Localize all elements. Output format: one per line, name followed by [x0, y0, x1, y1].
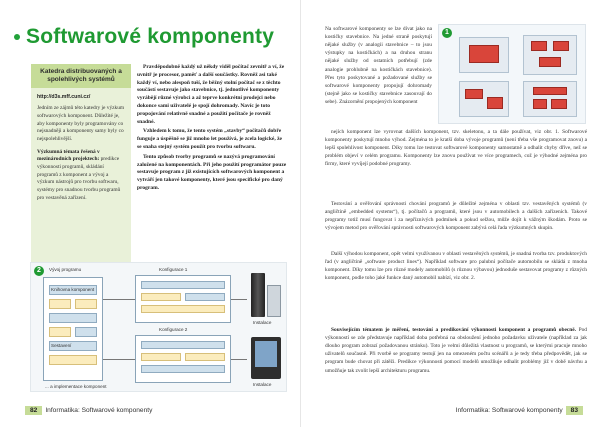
body-paragraph: Další výhodou komponent, opět velmi využívanou v oblasti vestavěných systémů, je snadná tvorba tzv. produktových řad (v angličtině „software product lines“). Například software pro palubní počítače automobilu se skládá z mnoha komponent. Díky tomu lze pro různé modely automobilů (s různou výbavou) jednoduše sestavovat programy z různých komponent, podle toho jaké funkce daný automobil nabízí, viz obr. 2.	[325, 251, 587, 282]
component-block	[49, 299, 71, 309]
body-paragraph: nejích komponent lze vyrovnat dalších komponent, tzv. skeletonu, a ta dále používat, viz obr. 1. Softwarové komponenty poskytují mnoho výhod. Zejména to je kratší doba vývoje programů (není třeba vše programovat znovu) a lepší spolehlivost komponent. Díky tomu lze testovat softwarové komponenty samostatně a odhalit chyby dříve, než se problém objeví v celém programu. Komponenty lze znovu používat ve více programech, což je výhodné zejména pro firmy, které vyvíjejí podobné programy.	[325, 129, 587, 168]
page-title: Softwarové komponenty	[26, 25, 275, 48]
figure-1	[438, 24, 586, 124]
component-block	[465, 89, 483, 99]
body-text	[325, 326, 587, 398]
component-block	[49, 327, 71, 337]
figure-2	[30, 262, 287, 392]
sidebar-title: Katedra distribuovaných a spolehlivých systémů	[31, 64, 131, 88]
component-block	[141, 281, 225, 289]
bullet-icon	[14, 34, 20, 40]
body-text	[325, 128, 587, 198]
intro-text	[137, 64, 287, 249]
body-paragraph-text: Pod výkonností se zde představuje například doba potřebná na obsloužení jednoho požadavku uživatele (například za jak dlouho program zobrazí požadovanou stránku). Toto je velmi důležitá vlastnost u programů, se kterými pracuje mnoho uživatelů současně. Při tvorbě se programy testují jen na omezeném počtu scénářů a je tedy třeba předpovědět, jak se program bude chovat při zátěži. Predikce výkonnosti pomocí modelů umožňuje odhalit problémy již v době návrhu a umožňuje tak zvolit lepší architekturu programu.	[325, 327, 587, 374]
footer-text: Informatika: Softwarové komponenty	[45, 406, 153, 414]
component-block	[141, 341, 225, 349]
component-block	[533, 87, 567, 95]
footer-text: Informatika: Softwarové komponenty	[455, 406, 563, 414]
sidebar-topics-heading: Výzkumná témata řešená v mezinárodních projektech:	[37, 148, 100, 163]
component-block	[141, 305, 225, 313]
component-block	[141, 365, 225, 373]
body-paragraph	[325, 326, 587, 375]
server-icon	[267, 285, 281, 317]
figure-label: Konfigurace 1	[159, 267, 188, 272]
body-text-top: Na softwarové komponenty se lze dívat jako na kostičky stavebnice. Na jedné straně poskytují nějaké služby (v analogii stavebnice – to jsou výstupky na kostičkách) a na druhou stranu nějaké služby od ostatních potřebují (zde analogie prohlubně na kostičkách stavebnice). Přes tyto poskytované a požadované služby se softwarové komponenty propojují dohromady (stejně jako se kostičky stavebnice zasouvají do sebe). Znázornění propojených komponent	[325, 26, 432, 105]
body-text	[325, 200, 587, 248]
component-block	[553, 41, 569, 51]
intro-paragraph: Vzhledem k tomu, že tento systém „stavby“ počítačů dobře funguje a úspěšně se již mnoho let používá, je zcela logické, že se snaha stejný systém použít pro tvorbu softwaru.	[137, 128, 282, 150]
computer-tower-icon	[251, 273, 265, 317]
arrow-icon	[231, 299, 247, 300]
component-block	[141, 293, 181, 301]
component-block	[49, 355, 97, 365]
footer-left	[22, 404, 152, 416]
component-block	[185, 353, 225, 361]
component-block	[551, 99, 567, 109]
figure-label: Sestavení	[51, 343, 72, 348]
arrow-icon	[103, 359, 135, 360]
component-block	[141, 353, 181, 361]
body-paragraph: Testování a ověřování správnosti chování programů je důležité zejména v oblasti tzv. vestavěných systémů (v angličtině „embedded systems“), tj. počítačů a programů, které jsou v automobilech a dalších zařízeních. Takové programy totiž musí fungovat i za nepříznivých podmínek a pokud selžou, může dojít k vážným škodám. Proto se vývojem metod pro ověřování správnosti softwarových komponent zabývá celá řada výzkumných skupin.	[325, 201, 587, 232]
sidebar-topics	[31, 144, 131, 203]
sidebar-url[interactable]: http://d3s.mff.cuni.cz/	[37, 94, 91, 101]
arrow-icon	[103, 299, 135, 300]
intro-paragraph: Tento způsob tvorby programů se nazývá programování založené na komponentách. Při jeho použití programátor pouze sestavuje program z již existujících softwarových komponent a vytváří jen takové komponenty, které jsou specifické pro daný program.	[137, 153, 287, 191]
arrow-icon	[231, 359, 247, 360]
page-heading	[14, 24, 284, 50]
sidebar-topics-text: predikce výkonnosti programů, skládání programů z komponent a vývoj a výzkum nástrojů pro tvorbu softwaru, systémy pro snadnou tvorbu programů pro vestavěná zařízení.	[37, 156, 121, 201]
component-block	[49, 313, 97, 323]
figure-label: Instalace	[253, 320, 272, 325]
body-text	[325, 250, 587, 322]
figure-label: Knihovna komponent	[51, 287, 95, 292]
component-block	[487, 97, 503, 109]
component-block	[75, 327, 97, 337]
footer-right	[456, 404, 586, 416]
figure-number: 2	[34, 266, 44, 276]
component-block	[531, 41, 547, 51]
figure-number: 1	[442, 28, 452, 38]
figure-label: ... a implementace komponent	[45, 384, 107, 389]
sidebar-paragraph: Jedním ze zájmů této katedry je výzkum softwarových komponent. Důležité je, aby komponenty byly programovány co nejsnadněji a komponenty samy byly co nejspolehlivější.	[37, 105, 125, 142]
component-block	[75, 299, 97, 309]
page-number: 83	[566, 406, 583, 415]
figure-label: Instalace	[253, 382, 272, 387]
page-number: 82	[25, 406, 42, 415]
intro-paragraph: Pravděpodobně každý už někdy viděl počítač zevnitř a ví, že uvnitř je procesor, paměť a další součástky. Rovněž asi také každý ví, nebo alespoň tuší, že běžný stolní počítač se z těchto součástí sestavuje jako stavebnice, tj. jednotlivé komponenty vyrábějí různé výrobci a až teprve konkrétní prodejci nebo dokonce sami uživatelé je spojí dohromady. Navíc je toto propojování relativně snadné a použití počítače je rovněž snadné.	[137, 64, 285, 125]
device-screen	[255, 341, 277, 367]
component-block	[185, 293, 225, 301]
figure-label: Konfigurace 2	[159, 327, 188, 332]
body-paragraph-lead: Souvisejícím tématem je měření, testování a predikování výkonnosti komponent a programů obecně.	[331, 327, 576, 333]
component-block	[469, 45, 499, 63]
component-block	[539, 57, 561, 67]
figure-label: Vývoj programu	[49, 267, 82, 272]
page-fold	[300, 0, 301, 427]
component-block	[533, 99, 547, 109]
